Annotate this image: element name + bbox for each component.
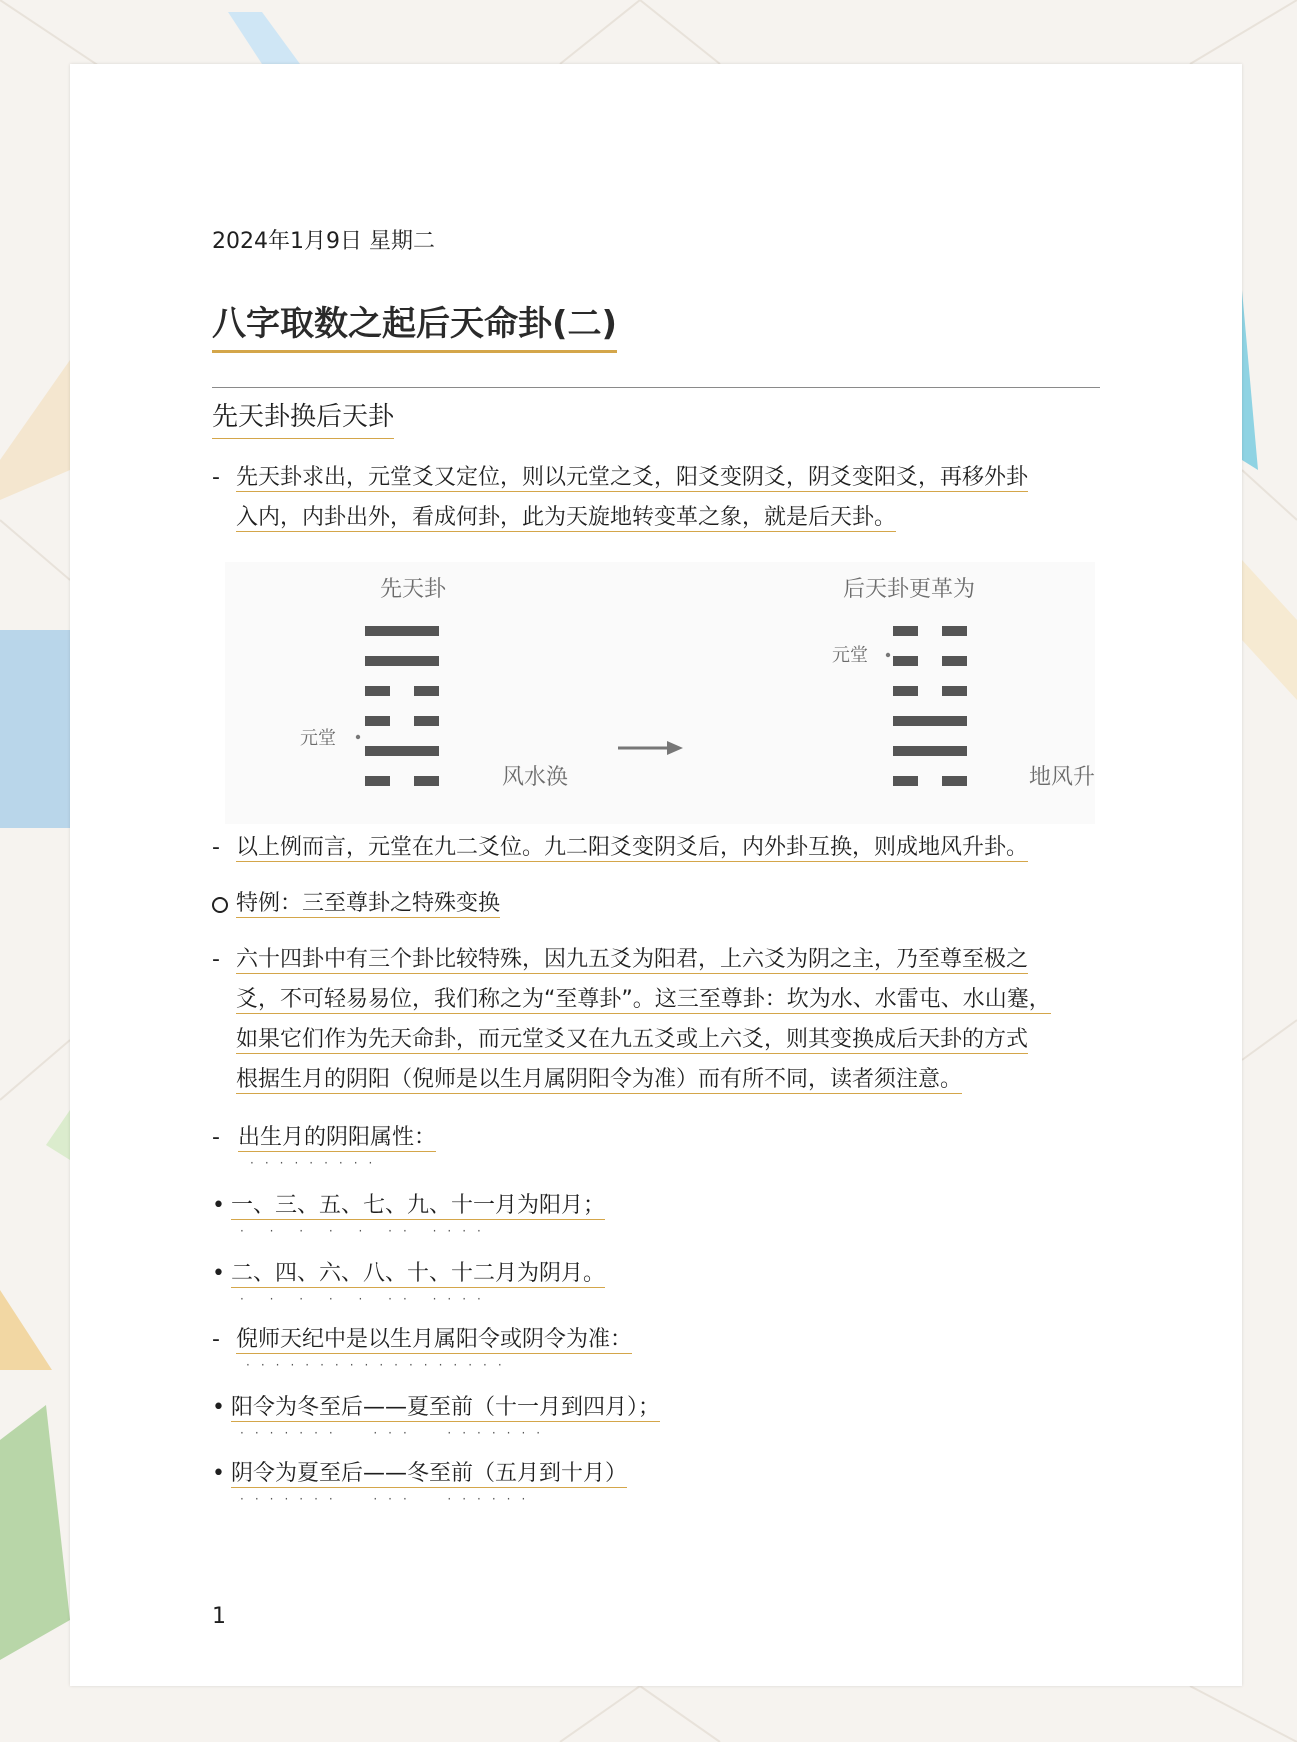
bullet-marker: • <box>212 1193 225 1218</box>
yin-line-segment <box>942 776 967 786</box>
paragraph-line: 入内，内卦出外，看成何卦，此为天旋地转变革之象，就是后天卦。 <box>236 505 897 530</box>
bullet-marker: • <box>212 1395 225 1420</box>
emphasis-dots: · · · · · ·· ···· <box>240 1224 492 1238</box>
paragraph-line: 爻，不可轻易易位，我们称之为“至尊卦”。这三至尊卦：坎为水、水雷屯、水山蹇， <box>236 987 1051 1012</box>
yin-line-segment <box>893 776 918 786</box>
yin-line-segment <box>893 656 918 666</box>
hexagram-lines <box>225 562 1095 824</box>
paragraph-text: 一、三、五、七、九、十一月为阳月； <box>231 1193 606 1218</box>
dash-marker: - <box>212 1125 220 1150</box>
list-item <box>212 1118 1112 1168</box>
list-item <box>212 458 1112 542</box>
emphasis-dots: · · · · · ·· ···· <box>240 1292 492 1306</box>
list-item <box>212 828 1112 868</box>
paragraph-line: 根据生月的阴阳（倪师是以生月属阴阳令为准）而有所不同，读者须注意。 <box>236 1067 963 1092</box>
yin-line-segment <box>942 656 967 666</box>
page-number: 1 <box>212 1604 226 1629</box>
yang-line <box>365 626 439 636</box>
circle-bullet-icon <box>212 897 228 913</box>
yang-line <box>365 656 439 666</box>
figure-left-hexagram-name: 风水涣 <box>502 765 569 790</box>
paragraph-line: 六十四卦中有三个卦比较特殊，因九五爻为阳君，上六爻为阴之主，乃至尊至极之 <box>236 947 1029 972</box>
paragraph-text <box>236 458 1096 538</box>
yuantang-dot <box>886 653 890 657</box>
figure-right-title: 后天卦更革为 <box>843 577 976 602</box>
yang-line <box>893 716 967 726</box>
bullet-marker: • <box>212 1461 225 1486</box>
list-item <box>212 1388 1112 1438</box>
paragraph-text: 倪师天纪中是以生月属阳令或阴令为准： <box>236 1327 633 1352</box>
paragraph-text: 出生月的阴阳属性： <box>238 1125 437 1150</box>
dash-marker: - <box>212 1327 220 1352</box>
emphasis-dots: ·················· <box>246 1358 513 1372</box>
arrow-icon <box>618 741 683 755</box>
figure-right-hexagram-name: 地风升 <box>1029 765 1096 790</box>
paragraph-text: 阳令为冬至后——夏至前（十一月到四月）； <box>231 1395 661 1420</box>
list-item <box>212 940 1112 1104</box>
paragraph-text: 特例：三至尊卦之特殊变换 <box>236 891 501 916</box>
yuantang-dot <box>356 735 360 739</box>
list-item <box>212 1254 1112 1304</box>
list-item <box>212 1186 1112 1236</box>
list-item <box>212 884 1112 924</box>
yin-line-segment <box>365 686 390 696</box>
paragraph-text: 以上例而言，元堂在九二爻位。九二阳爻变阴爻后，内外卦互换，则成地风升卦。 <box>236 835 1029 860</box>
figure-left-title: 先天卦 <box>380 577 447 602</box>
list-item <box>212 1320 1112 1370</box>
dash-marker: - <box>212 947 220 972</box>
yin-line-segment <box>365 716 390 726</box>
horizontal-rule <box>212 387 1100 388</box>
yin-line-segment <box>414 716 439 726</box>
paragraph-text <box>236 940 1096 1100</box>
figure-right-marker: 元堂 <box>832 645 868 666</box>
dash-marker: - <box>212 465 220 490</box>
paragraph-line: 如果它们作为先天命卦，而元堂爻又在九五爻或上六爻，则其变换成后天卦的方式 <box>236 1027 1029 1052</box>
figure-left-marker: 元堂 <box>300 728 336 749</box>
dash-marker: - <box>212 835 220 860</box>
yin-line-segment <box>942 626 967 636</box>
list-item <box>212 1454 1112 1504</box>
yin-line-segment <box>942 686 967 696</box>
emphasis-dots: ········· <box>250 1156 384 1170</box>
yang-line <box>365 746 439 756</box>
hexagram-figure <box>225 562 1095 824</box>
yin-line-segment <box>893 686 918 696</box>
document-page <box>70 64 1242 1686</box>
yin-line-segment <box>893 626 918 636</box>
yin-line-segment <box>365 776 390 786</box>
yin-line-segment <box>414 776 439 786</box>
paragraph-line: 先天卦求出，元堂爻又定位，则以元堂之爻，阳爻变阴爻，阴爻变阳爻，再移外卦 <box>236 465 1029 490</box>
paragraph-text: 阴令为夏至后——冬至前（五月到十月） <box>231 1461 628 1486</box>
yang-line <box>893 746 967 756</box>
yin-line-segment <box>414 686 439 696</box>
section-heading: 先天卦换后天卦 <box>212 397 394 439</box>
document-title: 八字取数之起后天命卦(二) <box>212 302 617 353</box>
emphasis-dots: ······· ··· ······· <box>240 1426 552 1440</box>
paragraph-text: 二、四、六、八、十、十二月为阴月。 <box>231 1261 606 1286</box>
bullet-marker: • <box>212 1261 225 1286</box>
emphasis-dots: ······· ··· ······ <box>240 1492 537 1506</box>
document-date: 2024年1月9日 星期二 <box>212 229 435 254</box>
